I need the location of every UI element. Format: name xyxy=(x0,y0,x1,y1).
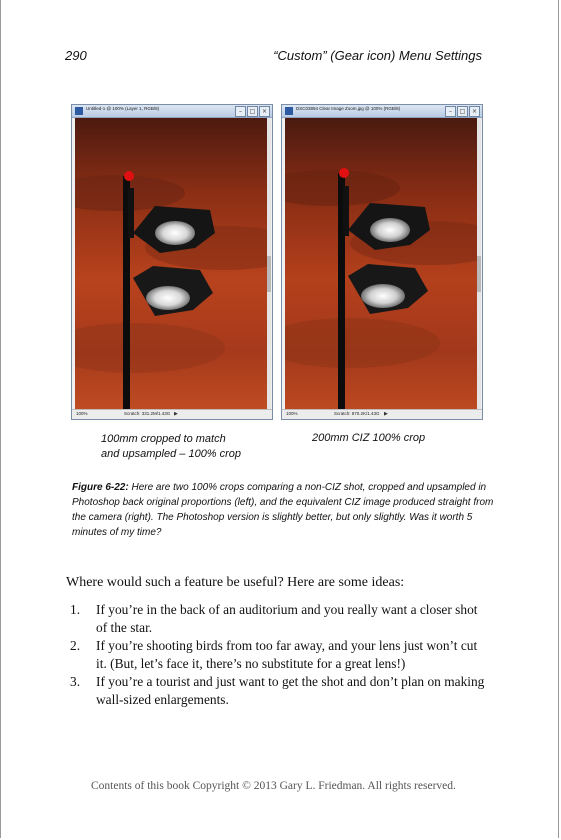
list-item xyxy=(70,601,490,636)
right-window-titlebar xyxy=(282,105,482,118)
minimize-icon: – xyxy=(235,106,246,117)
left-window-controls xyxy=(235,106,270,116)
left-window-statusbar xyxy=(72,409,272,419)
figure-caption xyxy=(72,480,504,540)
maximize-icon: □ xyxy=(247,106,258,117)
left-window-title: Untitled-1 @ 100% (Layer 1, RGB/8) xyxy=(86,106,160,111)
list-number: 1. xyxy=(70,602,81,617)
left-photo xyxy=(75,118,268,411)
left-window-scrollbar xyxy=(267,118,271,411)
list-item-text: If you’re in the back of an auditorium and you really want a closer shot of the star. xyxy=(96,602,478,635)
right-window-title: DSC03894 Clear Image Zoom.jpg @ 100% (RGB/8) xyxy=(296,106,401,111)
ideas-list xyxy=(70,601,490,709)
copyright-footer: Contents of this book Copyright © 2013 Gary L. Friedman. All rights reserved. xyxy=(91,780,456,792)
right-photo xyxy=(285,118,478,411)
left-zoom-level: 100% xyxy=(76,411,88,416)
photoshop-icon xyxy=(285,107,293,115)
maximize-icon: □ xyxy=(457,106,468,117)
left-photo-caption xyxy=(101,432,261,462)
left-doc-info: Scratch: 331.2M/1.43G xyxy=(124,411,171,416)
minimize-icon: – xyxy=(445,106,456,117)
list-item xyxy=(70,673,490,708)
right-doc-info: Scratch: 870.2K/1.43G xyxy=(334,411,380,416)
left-caption-line-1: 100mm cropped to match xyxy=(101,433,226,445)
status-arrow-icon: ▶ xyxy=(384,411,388,417)
left-screenshot-window xyxy=(71,104,273,420)
status-arrow-icon: ▶ xyxy=(174,411,178,417)
list-item xyxy=(70,637,490,672)
page-number: 290 xyxy=(65,48,87,63)
list-number: 2. xyxy=(70,638,81,653)
close-icon: × xyxy=(469,106,480,117)
intro-paragraph: Where would such a feature be useful? Here are some ideas: xyxy=(66,575,405,590)
list-item-text: If you’re shooting birds from too far away, and your lens just won’t cut it. (But, let’s face it, there’s no substitute for a great lens!) xyxy=(96,638,478,671)
right-window-statusbar xyxy=(282,409,482,419)
figure-label: Figure 6-22: xyxy=(72,482,129,493)
right-window-controls xyxy=(445,106,480,116)
list-item-text: If you’re a tourist and just want to get the shot and don’t plan on making wall-sized enlargements. xyxy=(96,674,485,707)
figure-caption-text: Here are two 100% crops comparing a non-CIZ shot, cropped and upsampled in Photoshop back original proportions (left), and the equivalent CIZ image produced straight from the camera (right). The Photoshop version is slightly better, but only slightly. Was it worth 5 minutes of my time? xyxy=(72,482,494,538)
left-caption-line-2: and upsampled – 100% crop xyxy=(101,448,242,460)
close-icon: × xyxy=(259,106,270,117)
right-photo-caption: 200mm CIZ 100% crop xyxy=(312,432,426,444)
left-window-titlebar xyxy=(72,105,272,118)
right-zoom-level: 100% xyxy=(286,411,298,416)
list-number: 3. xyxy=(70,674,81,689)
right-screenshot-window xyxy=(281,104,483,420)
chapter-title: “Custom” (Gear icon) Menu Settings xyxy=(273,48,482,63)
photoshop-icon xyxy=(75,107,83,115)
right-window-scrollbar xyxy=(477,118,481,411)
